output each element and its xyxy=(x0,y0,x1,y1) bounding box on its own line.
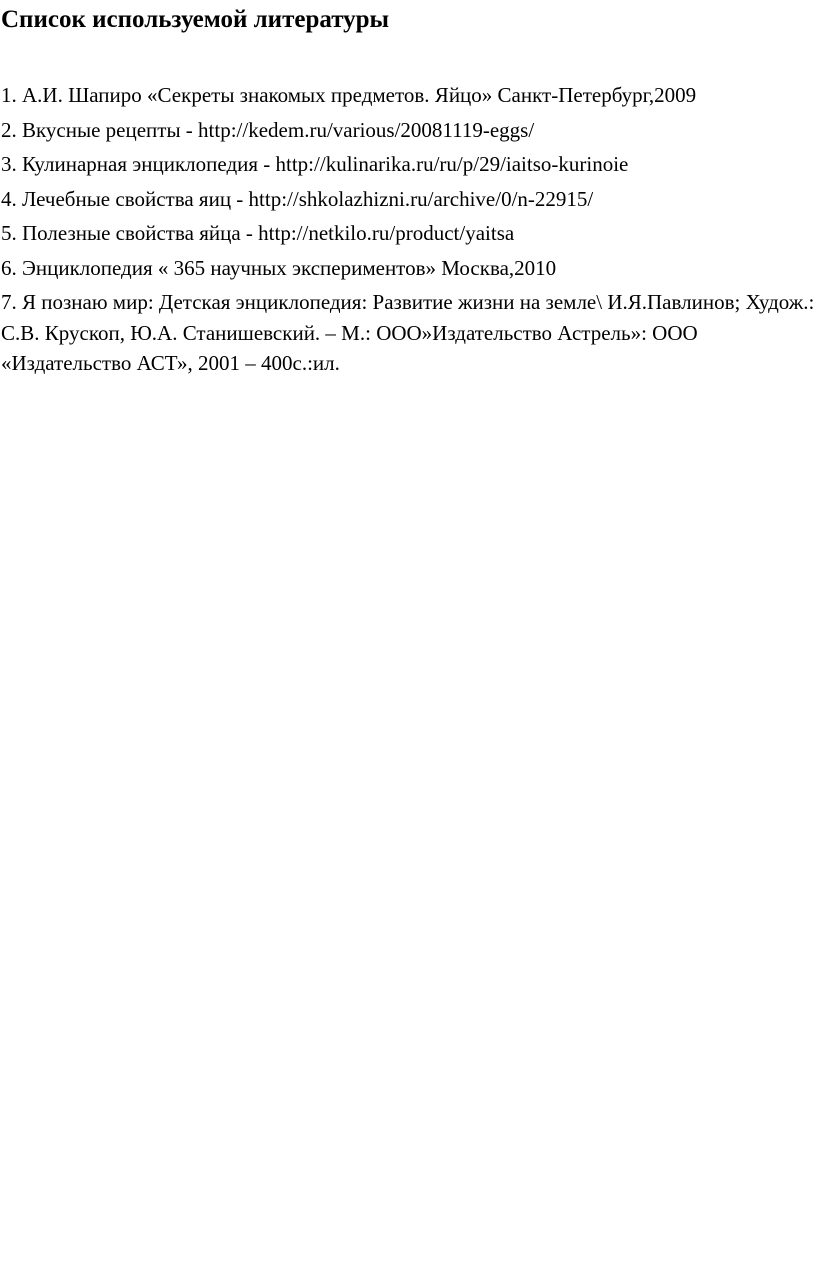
reference-item-6: 6. Энциклопедия « 365 научных экспериментов» Москва,2010 xyxy=(1,255,557,280)
page-title: Список используемой литературы xyxy=(1,6,390,33)
reference-item-7: 7. Я познаю мир: Детская энциклопедия: Развитие жизни на земле\ И.Я.Павлинов; Худож.: С.В. Крускоп, Ю.А. Станишевский. – М.: ООО»Издательство Астрель»: ООО «Издательство АСТ», 2001 – 400с.:ил. xyxy=(1,290,815,375)
reference-item-5: 5. Полезные свойства яйца - http://netkilo.ru/product/yaitsa xyxy=(1,221,515,245)
reference-item-2: 2. Вкусные рецепты - http://kedem.ru/various/20081119-eggs/ xyxy=(1,117,535,142)
reference-list xyxy=(1,78,816,379)
reference-item-3: 3. Кулинарная энциклопедия - http://kulinarika.ru/ru/p/29/iaitso-kurinoie xyxy=(1,152,629,176)
reference-item-4: 4. Лечебные свойства яиц - http://shkolazhizni.ru/archive/0/n-22915/ xyxy=(1,186,594,211)
reference-item-1: 1. А.И. Шапиро «Секреты знакомых предметов. Яйцо» Санкт-Петербург,2009 xyxy=(1,83,697,107)
